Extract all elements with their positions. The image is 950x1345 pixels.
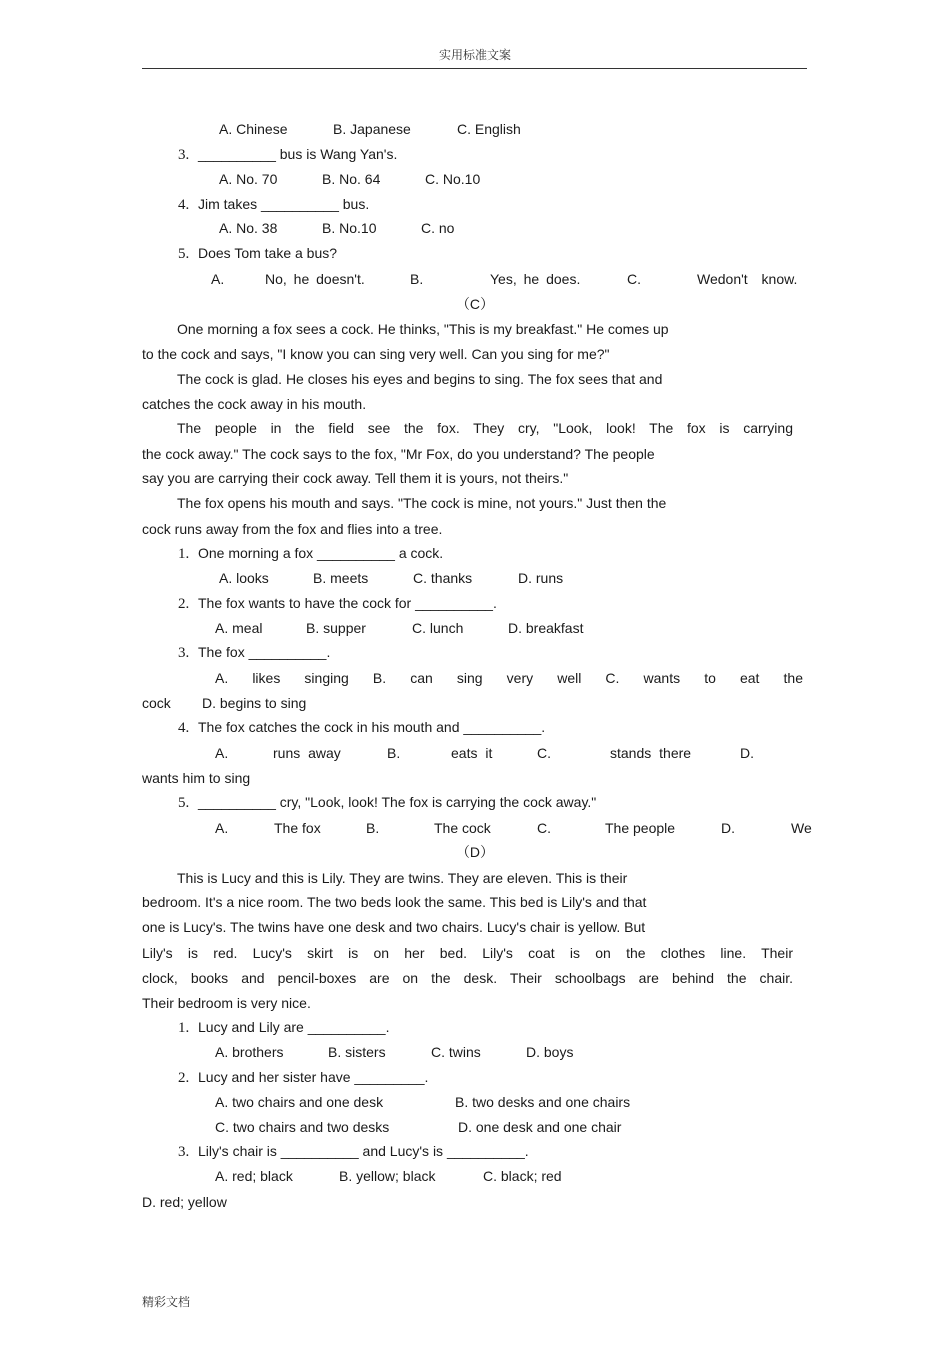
passage-line: one is Lucy's. The twins have one desk and two chairs. Lucy's chair is yellow. But — [142, 919, 646, 935]
d3-option-d: D. red; yellow — [142, 1194, 227, 1210]
d3-options — [215, 1167, 562, 1185]
question-d1 — [178, 1018, 389, 1037]
option-text: Wedon't know. — [697, 271, 798, 287]
passage-line: This is Lucy and this is Lily. They are twins. They are eleven. This is their — [177, 870, 628, 886]
question-d3 — [178, 1142, 529, 1161]
option: A. two chairs and one desk — [215, 1094, 384, 1110]
option: C. English — [457, 121, 521, 137]
question-d2 — [178, 1068, 428, 1087]
question-number: 4. — [178, 197, 190, 213]
option: D. begins to sing — [202, 695, 307, 711]
question-5 — [178, 244, 337, 263]
d2-options-row-2 — [215, 1118, 622, 1136]
passage-line: say you are carrying their cock away. Tell them it is yours, not theirs." — [142, 470, 569, 486]
c3-options-continued — [142, 694, 307, 712]
option: B. meets — [313, 570, 369, 586]
passage-line: clock, books and pencil-boxes are on the desk. Their schoolbags are behind the chair. — [142, 970, 793, 986]
option-text: We — [791, 820, 812, 836]
page-footer: 精彩文档 — [142, 1295, 191, 1309]
question-text: The fox wants to have the cock for __________. — [198, 595, 497, 611]
question-number: 3. — [178, 645, 190, 661]
question-number: 2. — [178, 1070, 190, 1086]
question-number: 3. — [178, 1144, 190, 1160]
question-number: 1. — [178, 1020, 190, 1036]
option: C. lunch — [412, 620, 464, 636]
question-text: Does Tom take a bus? — [198, 245, 338, 261]
header-divider — [142, 68, 807, 69]
option-text: No, he doesn't. — [265, 271, 365, 287]
option: D. runs — [518, 570, 564, 586]
option: D. boys — [526, 1044, 574, 1060]
option: D. one desk and one chair — [458, 1119, 622, 1135]
option-label: D. — [740, 745, 754, 761]
q2-options — [219, 120, 521, 138]
option-label: C. — [537, 820, 551, 836]
c2-options — [215, 619, 584, 637]
question-c5 — [178, 793, 596, 812]
option-label: D. — [721, 820, 735, 836]
option-label: B. — [387, 745, 401, 761]
question-number: 4. — [178, 720, 190, 736]
passage-line: The people in the field see the fox. They cry, "Look, look! The fox is carrying — [177, 420, 793, 436]
question-text: The fox __________. — [198, 644, 331, 660]
option: A. red; black — [215, 1168, 293, 1184]
question-text: Lily's chair is __________ and Lucy's is __________. — [198, 1143, 529, 1159]
question-number: 5. — [178, 795, 190, 811]
option: D. breakfast — [508, 620, 584, 636]
question-text: Lucy and Lily are __________. — [198, 1019, 390, 1035]
passage-line: the cock away." The cock says to the fox, "Mr Fox, do you understand? The people — [142, 446, 655, 462]
question-c2 — [178, 594, 497, 613]
question-text: One morning a fox __________ a cock. — [198, 545, 444, 561]
q4-options — [219, 219, 455, 237]
option-text: The people — [605, 820, 676, 836]
question-text: __________ bus is Wang Yan's. — [198, 146, 398, 162]
c3-options-line: A. likes singing B. can sing very well C. wants to eat the — [215, 670, 803, 686]
option: A. looks — [219, 570, 269, 586]
section-label-d: （D） — [455, 844, 495, 860]
passage-line: Their bedroom is very nice. — [142, 995, 311, 1011]
option-label: B. — [366, 820, 380, 836]
option-text: The fox — [274, 820, 321, 836]
option-label: A. — [211, 271, 225, 287]
option: C. two chairs and two desks — [215, 1119, 390, 1135]
passage-line: The cock is glad. He closes his eyes and begins to sing. The fox sees that and — [177, 371, 663, 387]
option: B. Japanese — [333, 121, 411, 137]
option: B. supper — [306, 620, 366, 636]
page-header-title: 实用标准文案 — [438, 48, 511, 62]
question-number: 2. — [178, 596, 190, 612]
option: A. No. 38 — [219, 220, 278, 236]
question-number: 3. — [178, 147, 190, 163]
question-4 — [178, 195, 369, 214]
option: B. yellow; black — [339, 1168, 436, 1184]
option: A. brothers — [215, 1044, 284, 1060]
option: B. sisters — [328, 1044, 386, 1060]
option-text: cock — [142, 695, 171, 711]
option: C. black; red — [483, 1168, 562, 1184]
question-c1 — [178, 544, 443, 563]
option-label: C. — [537, 745, 551, 761]
passage-line: Lily's is red. Lucy's skirt is on her bed. Lily's coat is on the clothes line. Their — [142, 945, 793, 961]
option: C. No.10 — [425, 171, 481, 187]
option-label: B. — [410, 271, 424, 287]
q3-options — [219, 170, 481, 188]
option: C. no — [421, 220, 455, 236]
option: B. No. 64 — [322, 171, 381, 187]
d1-options — [215, 1043, 574, 1061]
option-text: Yes, he does. — [490, 271, 581, 287]
question-c3 — [178, 643, 330, 662]
option-label: A. — [215, 745, 229, 761]
passage-line: The fox opens his mouth and says. "The cock is mine, not yours." Just then the — [177, 495, 667, 511]
option: B. No.10 — [322, 220, 377, 236]
option-label: C. — [627, 271, 641, 287]
option: A. meal — [215, 620, 263, 636]
passage-line: catches the cock away in his mouth. — [142, 396, 367, 412]
question-c4 — [178, 718, 545, 737]
option: A. No. 70 — [219, 171, 278, 187]
option: C. thanks — [413, 570, 473, 586]
d2-options-row-1 — [215, 1093, 631, 1111]
question-text: Lucy and her sister have _________. — [198, 1069, 429, 1085]
option-text: eats it — [451, 745, 493, 761]
option-text: The cock — [434, 820, 491, 836]
question-text: The fox catches the cock in his mouth and __________. — [198, 719, 546, 735]
c4-options-continued: wants him to sing — [142, 770, 251, 786]
question-3 — [178, 145, 397, 164]
option: C. twins — [431, 1044, 481, 1060]
option: B. two desks and one chairs — [455, 1094, 631, 1110]
section-label-c: （C） — [455, 296, 495, 312]
option-text: runs away — [273, 745, 341, 761]
question-number: 5. — [178, 246, 190, 262]
option-text: stands there — [610, 745, 692, 761]
passage-line: One morning a fox sees a cock. He thinks, "This is my breakfast." He comes up — [177, 321, 669, 337]
passage-line: to the cock and says, "I know you can sing very well. Can you sing for me?" — [142, 346, 610, 362]
passage-line: bedroom. It's a nice room. The two beds look the same. This bed is Lily's and that — [142, 894, 647, 910]
question-text: __________ cry, "Look, look! The fox is carrying the cock away." — [198, 794, 597, 810]
question-text: Jim takes __________ bus. — [198, 196, 370, 212]
question-number: 1. — [178, 546, 190, 562]
option-label: A. — [215, 820, 229, 836]
c1-options — [219, 569, 564, 587]
option: A. Chinese — [219, 121, 288, 137]
passage-line: cock runs away from the fox and flies into a tree. — [142, 521, 443, 537]
